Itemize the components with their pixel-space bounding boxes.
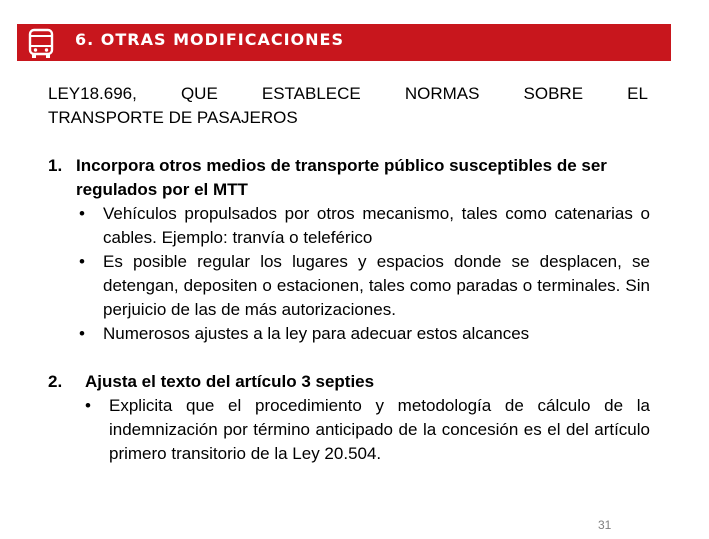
bullet-marker: • <box>79 252 85 271</box>
bullet-list <box>48 202 650 346</box>
bullet-marker: • <box>85 396 91 415</box>
law-word: QUE <box>180 84 218 103</box>
bullet-item <box>79 250 650 322</box>
section-title: 6. OTRAS MODIFICACIONES <box>75 30 344 49</box>
bullet-text: Es posible regular los lugares y espacios donde se desplacen, se detengan, depositen o estacionen, tales como paradas o terminales. Sin perjuicio de las de más autorizaciones. <box>103 252 650 319</box>
section-item-1 <box>48 154 650 346</box>
item-heading: Incorpora otros medios de transporte público susceptibles de ser regulados por el MTT <box>76 156 607 199</box>
law-word: LEY18.696, <box>48 84 137 103</box>
law-heading <box>48 82 648 130</box>
item-heading: Ajusta el texto del artículo 3 septies <box>85 372 375 391</box>
bus-icon <box>26 28 56 60</box>
section-item-2 <box>48 370 650 466</box>
bullet-text: Explicita que el procedimiento y metodología de cálculo de la indemnización por término anticipado de la concesión es el del artículo primero transitorio de la Ley 20.504. <box>109 396 650 463</box>
item-number: 2. <box>48 372 63 391</box>
bullet-item <box>79 322 650 346</box>
law-word: ESTABLECE <box>261 84 361 103</box>
page-number: 31 <box>598 518 612 532</box>
bullet-item <box>79 202 650 250</box>
bullet-list <box>48 394 650 466</box>
bullet-item <box>85 394 650 466</box>
bullet-marker: • <box>79 204 85 223</box>
law-word: EL <box>627 84 648 103</box>
law-word: SOBRE <box>523 84 584 103</box>
bullet-text: Vehículos propulsados por otros mecanismo, tales como catenarias o cables. Ejemplo: tranvía o teleférico <box>103 204 650 247</box>
law-word: NORMAS <box>404 84 480 103</box>
bullet-text: Numerosos ajustes a la ley para adecuar estos alcances <box>103 324 530 343</box>
law-heading-line2: TRANSPORTE DE PASAJEROS <box>48 108 298 127</box>
item-number: 1. <box>48 156 63 175</box>
bullet-marker: • <box>79 324 85 343</box>
